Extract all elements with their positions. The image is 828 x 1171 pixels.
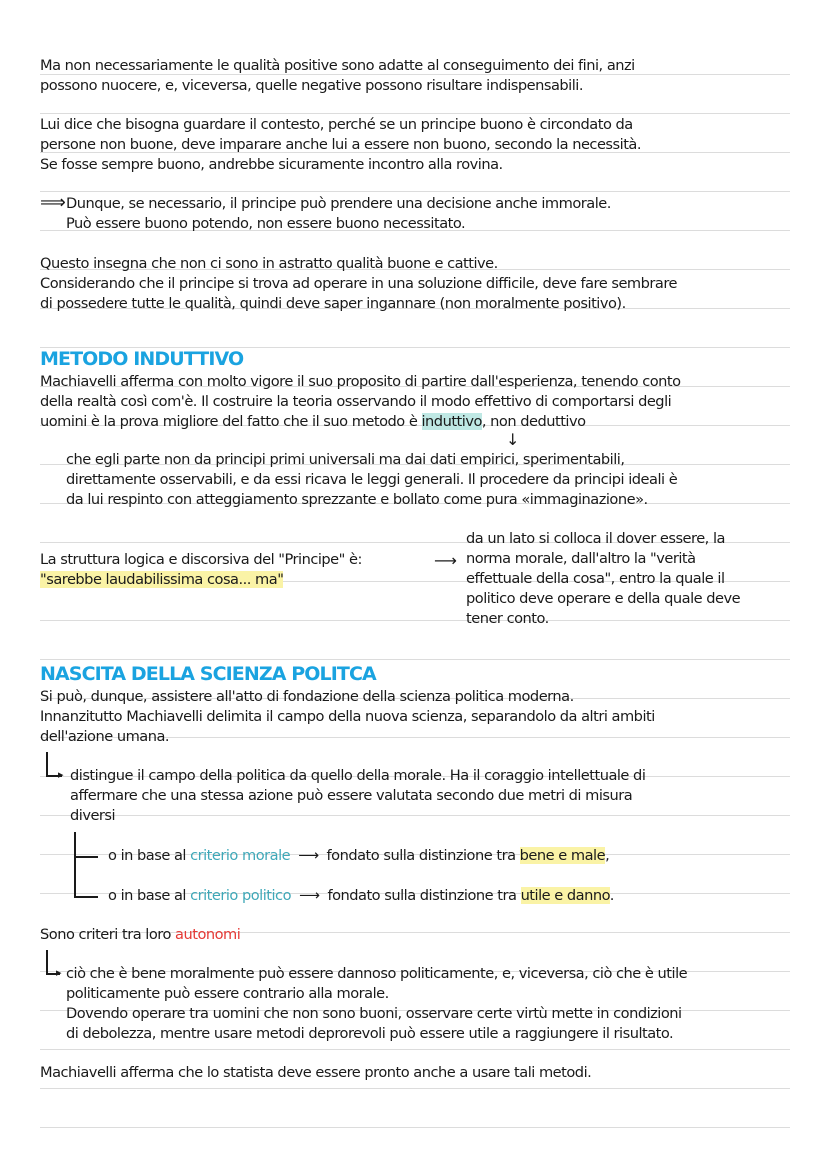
- criterio-politico-desc: fondato sulla distinzione tra: [327, 887, 521, 904]
- autonomi-keyword: autonomi: [175, 926, 241, 943]
- esempio-line-3: Dovendo operare tra uomini che non sono buoni, osservare certe virtù mette in condizioni: [66, 1005, 682, 1022]
- section-1-line-3-end: , non deduttivo: [481, 413, 586, 430]
- section-title-metodo-induttivo: METODO INDUTTIVO: [40, 348, 244, 370]
- criterio-morale-prefix: o in base al: [108, 847, 191, 864]
- paragraph-2-line-1: Lui dice che bisogna guardare il contesto, perché se un principe buono è circondato da: [40, 116, 633, 133]
- section-1-line-1: Machiavelli afferma con molto vigore il suo proposito di partire dall'esperienza, tenendo conto: [40, 373, 681, 390]
- section-1-line-3-start: uomini è la prova migliore del fatto che il suo metodo è: [40, 413, 422, 430]
- paragraph-2-line-3: Se fosse sempre buono, andrebbe sicuramente incontro alla rovina.: [40, 156, 503, 173]
- section-2-line-2: Innanzitutto Machiavelli delimita il campo della nuova scienza, separandolo da altri ambiti: [40, 708, 655, 725]
- criterio-politico-arrow-icon: ⟶: [299, 887, 320, 904]
- dover-essere-line-3: effettuale della cosa", entro la quale il: [466, 570, 725, 587]
- esempio-line-2: politicamente può essere contrario alla morale.: [66, 985, 389, 1002]
- dover-essere-line-2: norma morale, dall'altro la "verità: [466, 550, 696, 567]
- paragraph-2-line-2: persone non buone, deve imparare anche lui a essere non buono, secondo la necessità.: [40, 136, 642, 153]
- section-2-line-3: dell'azione umana.: [40, 728, 170, 745]
- laudabilissima-highlight: "sarebbe laudabilissima cosa... ma": [40, 571, 284, 588]
- criterio-morale-desc: fondato sulla distinzione tra: [326, 847, 520, 864]
- criterio-morale-line: [108, 846, 609, 866]
- section-1-line-3: [40, 412, 586, 432]
- criterio-morale-end: ,: [605, 847, 610, 864]
- paragraph-4-line-3: di possedere tutte le qualità, quindi deve saper ingannare (non moralmente positivo).: [40, 295, 626, 312]
- esempio-line-4: di debolezza, mentre usare metodi deprorevoli può essere utile a raggiungere il risultato.: [66, 1025, 674, 1042]
- paragraph-1-line-2: possono nuocere, e, viceversa, quelle negative possono risultare indispensabili.: [40, 77, 583, 94]
- down-arrow-icon: ↓: [506, 430, 520, 449]
- criterio-politico-end: .: [609, 887, 614, 904]
- distingue-line-3: diversi: [70, 807, 116, 824]
- distingue-line-1: distingue il campo della politica da quello della morale. Ha il coraggio intellettuale di: [70, 767, 646, 784]
- section-1-sub-line-1: che egli parte non da principi primi universali ma dai dati empirici, sperimentabili,: [66, 451, 625, 468]
- section-title-nascita-scienza-politica: NASCITA DELLA SCIENZA POLITCA: [40, 663, 376, 685]
- criterio-politico-keyword: criterio politico: [190, 887, 292, 904]
- section-1-line-2: della realtà così com'è. Il costruire la teoria osservando il modo effettivo di comportarsi degli: [40, 393, 672, 410]
- right-arrow-icon: ⟶: [434, 551, 457, 570]
- induttivo-highlight: induttivo: [421, 413, 482, 430]
- criterio-morale-keyword: criterio morale: [190, 847, 291, 864]
- paragraph-4-line-2: Considerando che il principe si trova ad operare in una soluzione difficile, deve fare sembrare: [40, 275, 678, 292]
- autonomi-line: [40, 925, 240, 945]
- esempio-line-1: ciò che è bene moralmente può essere dannoso politicamente, e, viceversa, ciò che è utile: [66, 965, 688, 982]
- dover-essere-line-5: tener conto.: [466, 610, 549, 627]
- criterio-politico-prefix: o in base al: [108, 887, 191, 904]
- paragraph-1-line-1: Ma non necessariamente le qualità positive sono adatte al conseguimento dei fini, anzi: [40, 57, 635, 74]
- paragraph-4-line-1: Questo insegna che non ci sono in astratto qualità buone e cattive.: [40, 255, 498, 272]
- section-1-sub-line-2: direttamente osservabili, e da essi ricava le leggi generali. Il procedere da principi ideali è: [66, 471, 678, 488]
- utile-e-danno-highlight: utile e danno: [520, 887, 610, 904]
- autonomi-prefix: Sono criteri tra loro: [40, 926, 176, 943]
- criterio-morale-arrow-icon: ⟶: [298, 847, 319, 864]
- struttura-logica-label: La struttura logica e discorsiva del "Principe" è:: [40, 551, 362, 568]
- distingue-line-2: affermare che una stessa azione può essere valutata secondo due metri di misura: [70, 787, 633, 804]
- section-1-sub-line-3: da lui respinto con atteggiamento sprezzante e bollato come pura «immaginazione».: [66, 491, 648, 508]
- dover-essere-line-4: politico deve operare e della quale deve: [466, 590, 741, 607]
- bene-e-male-highlight: bene e male: [519, 847, 606, 864]
- final-line: Machiavelli afferma che lo statista deve essere pronto anche a usare tali metodi.: [40, 1064, 592, 1081]
- struttura-logica-quote: [40, 570, 283, 590]
- dover-essere-line-1: da un lato si colloca il dover essere, la: [466, 530, 725, 547]
- section-2-line-1: Si può, dunque, assistere all'atto di fondazione della scienza politica moderna.: [40, 688, 574, 705]
- paragraph-3-line-1: Dunque, se necessario, il principe può prendere una decisione anche immorale.: [66, 195, 611, 212]
- implies-arrow-icon: ⟹: [40, 192, 66, 213]
- paragraph-3-line-2: Può essere buono potendo, non essere buono necessitato.: [66, 215, 466, 232]
- criterio-politico-line: [108, 886, 614, 906]
